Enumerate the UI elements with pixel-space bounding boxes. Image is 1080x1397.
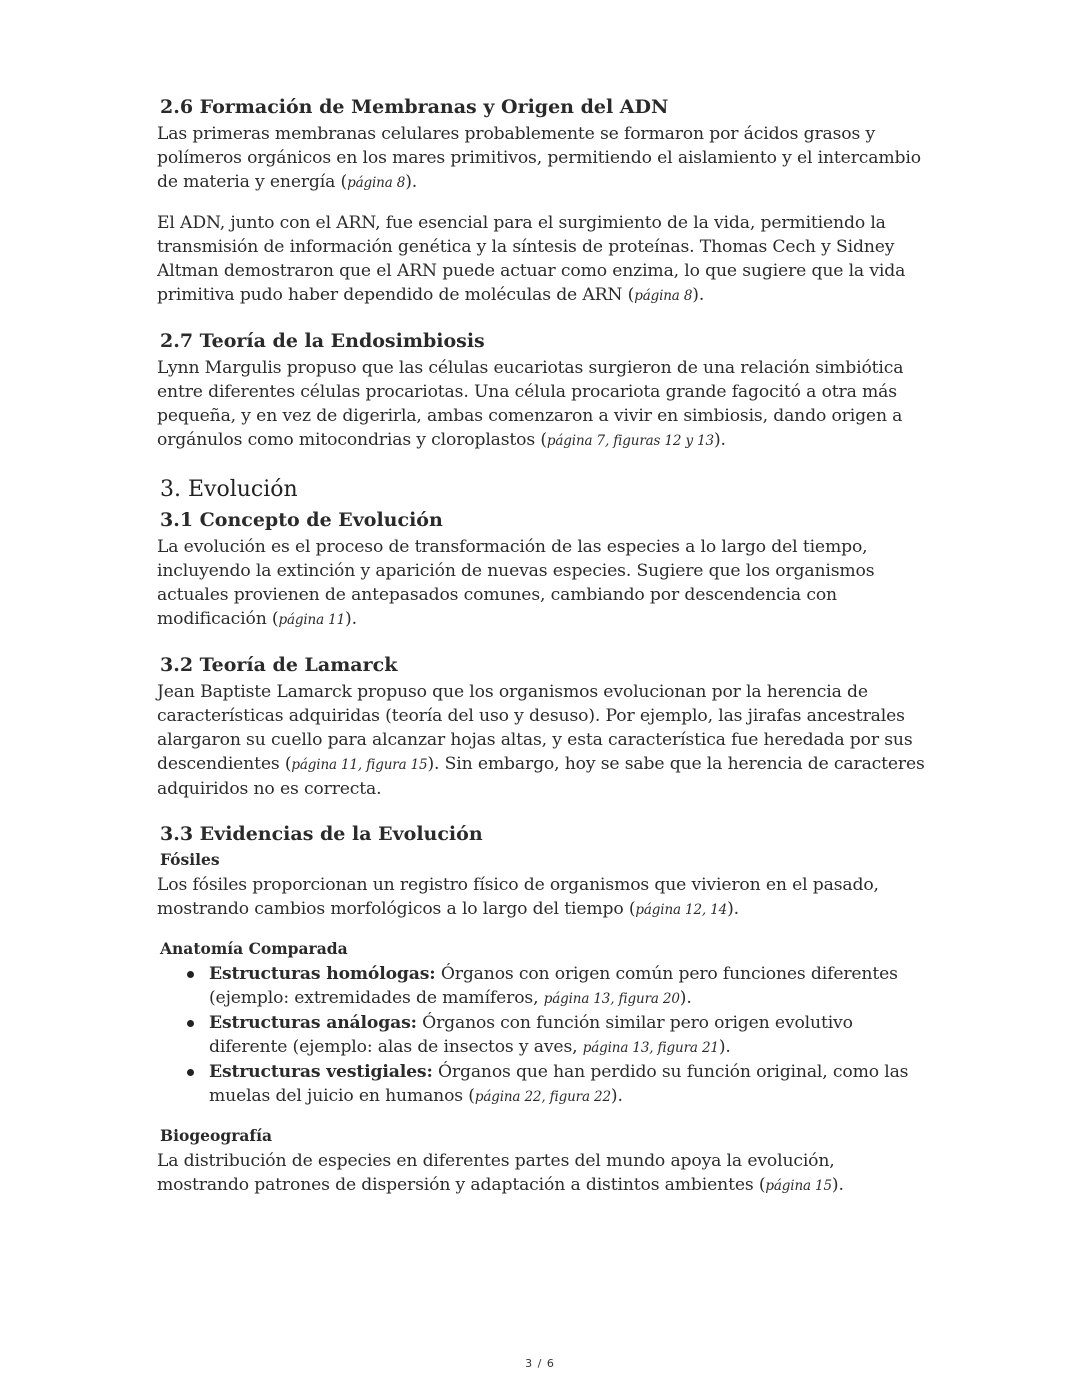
list-item-text-end: ).	[679, 988, 692, 1008]
paragraph-text-end: ).	[692, 285, 705, 305]
page-reference: página 8	[634, 288, 693, 304]
paragraph-fosiles	[157, 873, 927, 922]
paragraph-text-end: ).	[713, 430, 726, 450]
paragraph-text: La distribución de especies en diferentes partes del mundo apoya la evolución, mostrando patrones de dispersión y adaptación a distintos ambientes (	[157, 1151, 835, 1195]
paragraph-endosimbiosis	[157, 356, 927, 453]
paragraph-text: Lynn Margulis propuso que las células eucariotas surgieron de una relación simbiótica entre diferentes células procariotas. Una célula procariota grande fagocitó a otra más pequeña, y en vez de digerirla, ambas comenzaron a vivir en simbiosis, dando origen a orgánulos como mitocondrias y cloroplastos (	[157, 358, 904, 450]
heading-2-7: 2.7 Teoría de la Endosimbiosis	[160, 330, 485, 352]
list-item-text: Órganos con función similar pero origen evolutivo diferente (ejemplo: alas de insectos y aves,	[209, 1013, 853, 1057]
list-item-text: Órganos con origen común pero funciones diferentes (ejemplo: extremidades de mamíferos,	[209, 964, 898, 1008]
heading-anatomia-comparada: Anatomía Comparada	[160, 939, 348, 958]
paragraph-text: Las primeras membranas celulares probablemente se formaron por ácidos grasos y polímeros orgánicos en los mares primitivos, permitiendo el aislamiento y el intercambio de materia y energía (	[157, 124, 921, 192]
list-item-text: Órganos que han perdido su función original, como las muelas del juicio en humanos (	[209, 1062, 909, 1106]
paragraph-text-end: ).	[831, 1175, 844, 1195]
heading-fosiles: Fósiles	[160, 850, 220, 869]
paragraph-text: El ADN, junto con el ARN, fue esencial para el surgimiento de la vida, permitiendo la transmisión de información genética y la síntesis de proteínas. Thomas Cech y Sidney Altman demostraron que el ARN puede actuar como enzima, lo que sugiere que la vida primitiva pudo haber dependido de moléculas de ARN (	[157, 213, 906, 305]
paragraph-text-end: ).	[405, 172, 418, 192]
page-reference: página 11, figura 15	[291, 757, 428, 773]
page-reference: página 12, 14	[635, 902, 728, 918]
paragraph-membranas	[157, 122, 927, 195]
page-reference: página 13, figura 21	[582, 1040, 719, 1056]
paragraph-text-end: ).	[727, 899, 739, 919]
list-item-text-end: ).	[718, 1037, 731, 1057]
paragraph-text-end: ).	[345, 609, 357, 629]
paragraph-adn	[157, 211, 927, 308]
heading-3-2: 3.2 Teoría de Lamarck	[160, 654, 398, 676]
heading-3-3: 3.3 Evidencias de la Evolución	[160, 823, 483, 845]
paragraph-lamarck	[157, 680, 927, 801]
heading-biogeografia: Biogeografía	[160, 1126, 273, 1145]
page-reference: página 13, figura 20	[543, 991, 680, 1007]
page-reference: página 8	[347, 175, 406, 191]
page-reference: página 22, figura 22	[474, 1089, 611, 1105]
heading-2-6: 2.6 Formación de Membranas y Origen del ADN	[160, 96, 669, 118]
paragraph-text-end: ). Sin embargo, hoy se sabe que la herencia de caracteres adquiridos no es correcta.	[157, 754, 925, 799]
paragraph-text: Los fósiles proporcionan un registro físico de organismos que vivieron en el pasado, mostrando cambios morfológicos a lo largo del tiempo (	[157, 875, 879, 919]
list-item	[209, 1060, 927, 1109]
page-reference: página 7, figuras 12 y 13	[546, 433, 714, 449]
paragraph-concepto-evolucion	[157, 535, 927, 632]
page-reference: página 15	[765, 1178, 832, 1194]
heading-3: 3. Evolución	[160, 477, 298, 502]
paragraph-biogeografia	[157, 1149, 927, 1198]
bullet-icon	[187, 971, 194, 978]
list-item-term: Estructuras vestigiales:	[209, 1062, 433, 1082]
bullet-icon	[187, 1020, 194, 1027]
anatomia-list	[157, 962, 927, 1109]
paragraph-text: Jean Baptiste Lamarck propuso que los organismos evolucionan por la herencia de características adquiridas (teoría del uso y desuso). Por ejemplo, las jirafas ancestrales alargaron su cuello para alcanzar hojas altas, y esta característica fue heredada por sus descendientes (	[157, 682, 913, 774]
list-item	[209, 1011, 927, 1060]
list-item-text-end: ).	[610, 1086, 623, 1106]
document-page	[157, 94, 927, 1214]
page-reference: página 11	[278, 612, 346, 628]
paragraph-text: La evolución es el proceso de transformación de las especies a lo largo del tiempo, incluyendo la extinción y aparición de nuevas especies. Sugiere que los organismos actuales provienen de antepasados comunes, cambiando por descendencia con modificación (	[157, 537, 875, 629]
list-item-term: Estructuras análogas:	[209, 1013, 417, 1033]
heading-3-1: 3.1 Concepto de Evolución	[160, 509, 443, 531]
bullet-icon	[187, 1069, 194, 1076]
list-item-term: Estructuras homólogas:	[209, 964, 436, 984]
page-number: 3 / 6	[525, 1357, 555, 1370]
list-item	[209, 962, 927, 1011]
